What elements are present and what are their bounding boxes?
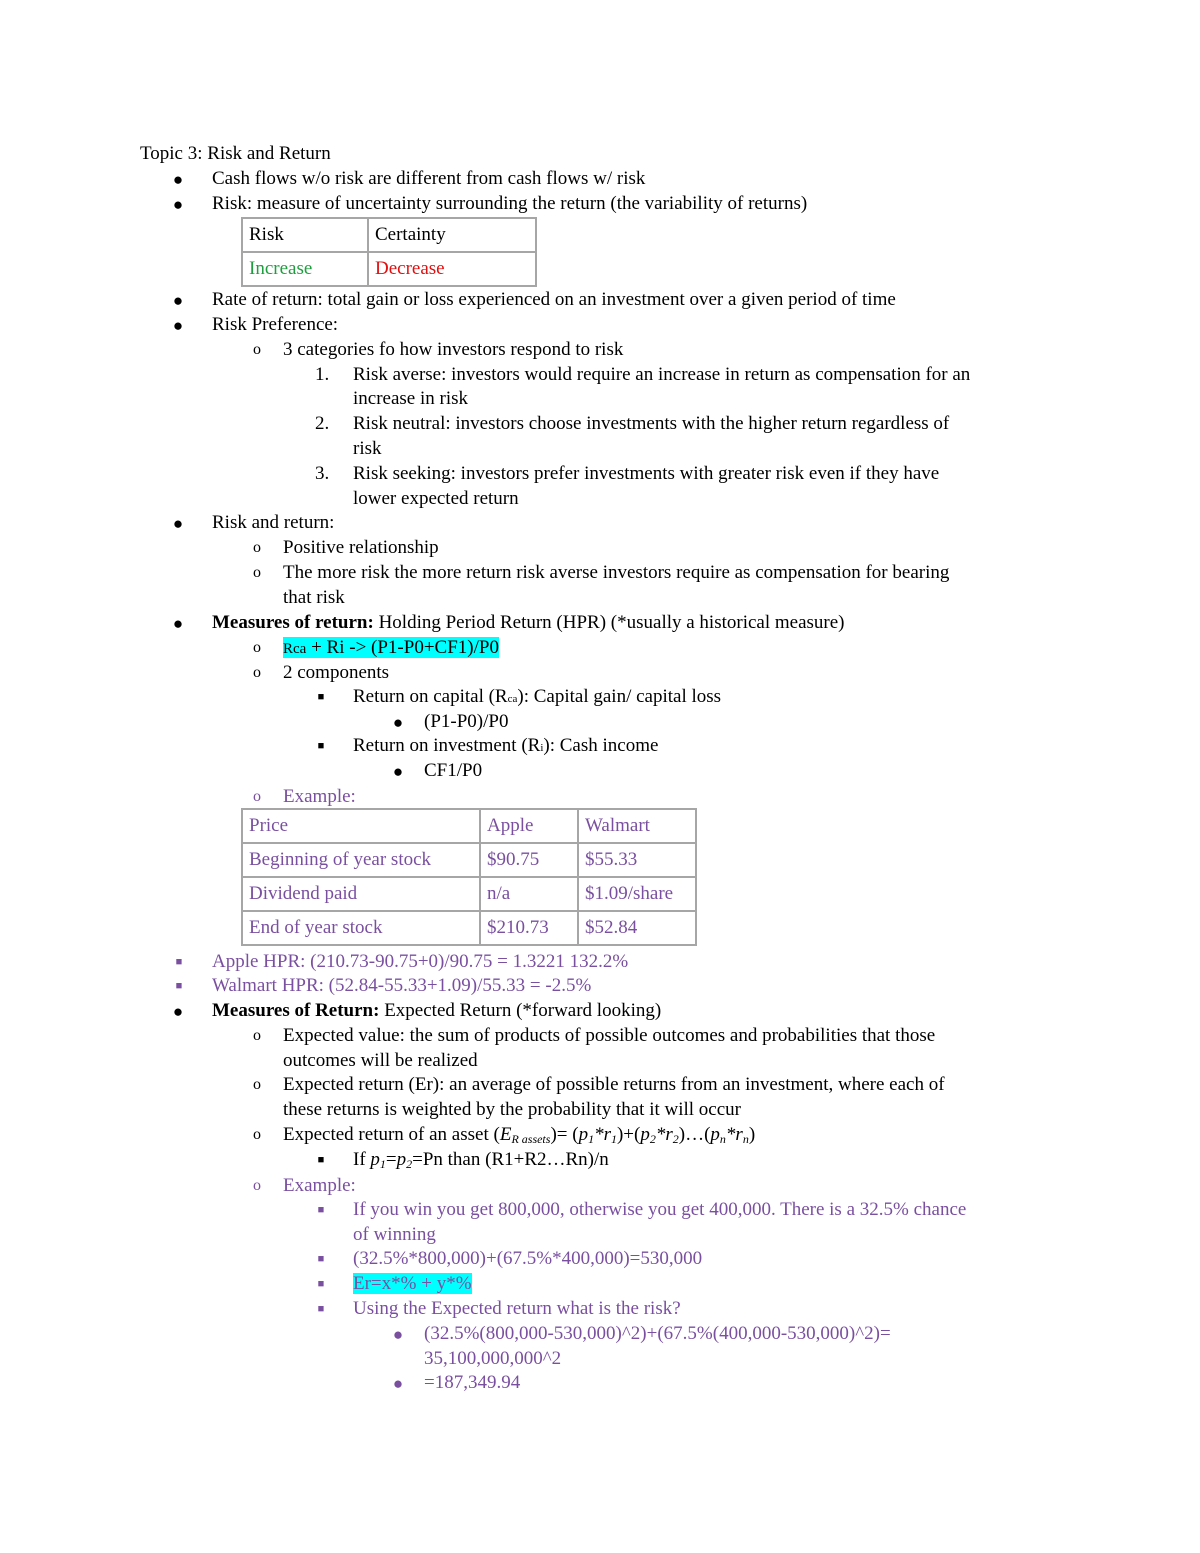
roi-sub: i [540,742,544,754]
positive-relationship-text: Positive relationship [283,537,439,558]
apple-hpr-text: Apple HPR: (210.73-90.75+0)/90.75 = 1.3221 132.2% [212,951,629,972]
expected-return-line1: Expected return (Er): an average of possible returns from an investment, where each of [283,1074,945,1095]
return-on-investment-text [353,733,658,761]
example-table-cell: Beginning of year stock [242,843,480,877]
std-dev-result: =187,349.94 [424,1372,521,1393]
square-bullet-icon: ■ [317,1154,325,1166]
example-table-header: Apple [480,809,578,843]
example-table-cell: $90.75 [480,843,578,877]
risk-table-cell-decrease: Decrease [368,252,536,286]
math-p1r1: $p_1*r_1$ [578,1124,617,1146]
bullet-icon: ● [172,316,184,335]
risk-seeking-line2: lower expected return [353,488,519,509]
circle-bullet-icon: o [253,1027,261,1044]
square-bullet-icon: ■ [175,980,183,992]
risk-preference-sub: 3 categories fo how investors respond to risk [283,339,624,360]
return-on-capital-text [353,684,721,712]
two-components-text: 2 components [283,662,390,683]
list-number: 1. [315,364,330,385]
risk-table-cell-increase: Increase [242,252,368,286]
circle-bullet-icon: o [253,664,261,681]
formula-rca: Rca [283,641,307,657]
cash-flows-text: Cash flows w/o risk are different from cash flows w/ risk [212,168,646,189]
roc-sub: ca [507,693,518,705]
circle-bullet-icon: o [253,539,261,556]
roi-formula: CF1/P0 [424,760,483,781]
roc-label: Return on capital (R [353,686,508,707]
rate-of-return-text: Rate of return: total gain or loss experienced on an investment over a given period of time [212,289,896,310]
example-table-cell: $55.33 [578,843,696,877]
bullet-icon: ● [172,195,184,214]
measures-expected-rest: Expected Return (*forward looking) [379,1000,662,1021]
example-table-header: Walmart [578,809,696,843]
bullet-icon: ● [172,170,184,189]
risk-preference-text: Risk Preference: [212,314,339,335]
bullet-icon: ● [392,1325,404,1344]
example-table-cell: $210.73 [480,911,578,945]
list-number: 3. [315,463,330,484]
bullet-icon: ● [392,713,404,732]
expected-value-line2: outcomes will be realized [283,1050,478,1071]
page-title: Topic 3: Risk and Return [140,143,331,164]
square-bullet-icon: ■ [317,1204,325,1216]
expected-return-asset-formula: Expected return of an asset $(E_{R assets})=$ $(p_1*r_1)+(p_2*r_2)\dots(p_n*r_n)$ [283,1124,756,1146]
example-table-cell: End of year stock [242,911,480,945]
circle-bullet-icon: o [253,564,261,581]
win-scenario-line1: If you win you get 800,000, otherwise you get 400,000. There is a 32.5% chance [353,1199,967,1220]
bullet-icon: ● [172,291,184,310]
win-scenario-line2: of winning [353,1224,436,1245]
measures-of-return-rest: Holding Period Return (HPR) (*usually a historical measure) [373,612,845,633]
bullet-icon: ● [392,1374,404,1393]
walmart-hpr-text: Walmart HPR: (52.84-55.33+1.09)/55.33 = -2.5% [212,975,592,996]
risk-question: Using the Expected return what is the risk? [353,1298,681,1319]
bullet-icon: ● [172,1002,184,1021]
circle-bullet-icon: o [253,341,261,358]
example-table-cell: $52.84 [578,911,696,945]
circle-bullet-icon: o [253,1177,261,1194]
if-rest: =Pn than (R1+R2…Rn)/n [412,1149,609,1170]
square-bullet-icon: ■ [175,956,183,968]
math-e-r-assets: $E_{R assets}$ [499,1124,551,1146]
example-table-cell: n/a [480,877,578,911]
risk-averse-line2: increase in risk [353,388,469,409]
era-prefix: Expected return of an asset ( [283,1124,500,1145]
risk-definition-text: Risk: measure of uncertainty surrounding the return (the variability of returns) [212,193,808,214]
variance-line1: (32.5%(800,000-530,000)^2)+(67.5%(400,000-530,000)^2)= [424,1323,891,1344]
hpr-formula [283,635,499,662]
example-table-header: Price [242,809,480,843]
er-formula-highlight: Er=x*% + y*% [353,1273,472,1294]
roc-formula: (P1-P0)/P0 [424,711,509,732]
if-prefix: If [353,1149,371,1170]
bullet-icon: ● [172,614,184,633]
example-table-cell: $1.09/share [578,877,696,911]
example-table-cell: Dividend paid [242,877,480,911]
expected-value-calc: (32.5%*800,000)+(67.5%*400,000)=530,000 [353,1248,703,1269]
er-formula [353,1271,472,1296]
circle-bullet-icon: o [253,1126,261,1143]
math-p2r2: $p_2*r_2$ [640,1124,679,1146]
roi-rest: ): Cash income [543,735,659,756]
bullet-icon: ● [172,514,184,533]
measures-expected-bold: Measures of Return: [212,1000,380,1021]
more-risk-line1: The more risk the more return risk averse investors require as compensation for bearing [283,562,950,583]
measures-of-return-bold: Measures of return: [212,612,374,633]
risk-neutral-line1: Risk neutral: investors choose investments with the higher return regardless of [353,413,950,434]
expected-return-line2: these returns is weighted by the probability that it will occur [283,1099,742,1120]
risk-neutral-line2: risk [353,438,382,459]
math-pnrn: $p_n*r_n$ [710,1124,749,1146]
square-bullet-icon: ■ [317,1278,325,1290]
list-number: 2. [315,413,330,434]
measures-expected-line [212,998,661,1023]
risk-averse-line1: Risk averse: investors would require an increase in return as compensation for an [353,364,971,385]
risk-table-header: Risk [242,218,368,252]
example2-label: Example: [283,1175,356,1196]
math-p1-p2: $p_1$ [370,1149,386,1171]
roi-label: Return on investment (R [353,735,541,756]
measures-of-return-line [212,610,845,635]
bullet-icon: ● [392,762,404,781]
example-label: Example: [283,786,356,807]
if-probabilities-equal-line: If $p_1=p_2=Pn$ than (R1+R2…Rn)/n [353,1149,609,1171]
circle-bullet-icon: o [253,788,261,805]
roc-rest: ): Capital gain/ capital loss [517,686,722,707]
formula-ri: + Ri [306,637,345,658]
square-bullet-icon: ■ [317,691,325,703]
expected-value-line1: Expected value: the sum of products of possible outcomes and probabilities that those [283,1025,936,1046]
risk-certainty-table [241,217,537,287]
square-bullet-icon: ■ [317,1253,325,1265]
variance-line2: 35,100,000,000^2 [424,1348,562,1369]
square-bullet-icon: ■ [317,1303,325,1315]
circle-bullet-icon: o [253,1076,261,1093]
formula-rest: -> (P1-P0+CF1)/P0 [344,637,499,658]
risk-and-return-text: Risk and return: [212,512,335,533]
hpr-example-table [241,808,697,946]
more-risk-line2: that risk [283,587,345,608]
square-bullet-icon: ■ [317,740,325,752]
math-p2: $p_2$ [396,1149,413,1171]
circle-bullet-icon: o [253,639,261,656]
risk-table-header: Certainty [368,218,536,252]
risk-seeking-line1: Risk seeking: investors prefer investments with greater risk even if they have [353,463,940,484]
